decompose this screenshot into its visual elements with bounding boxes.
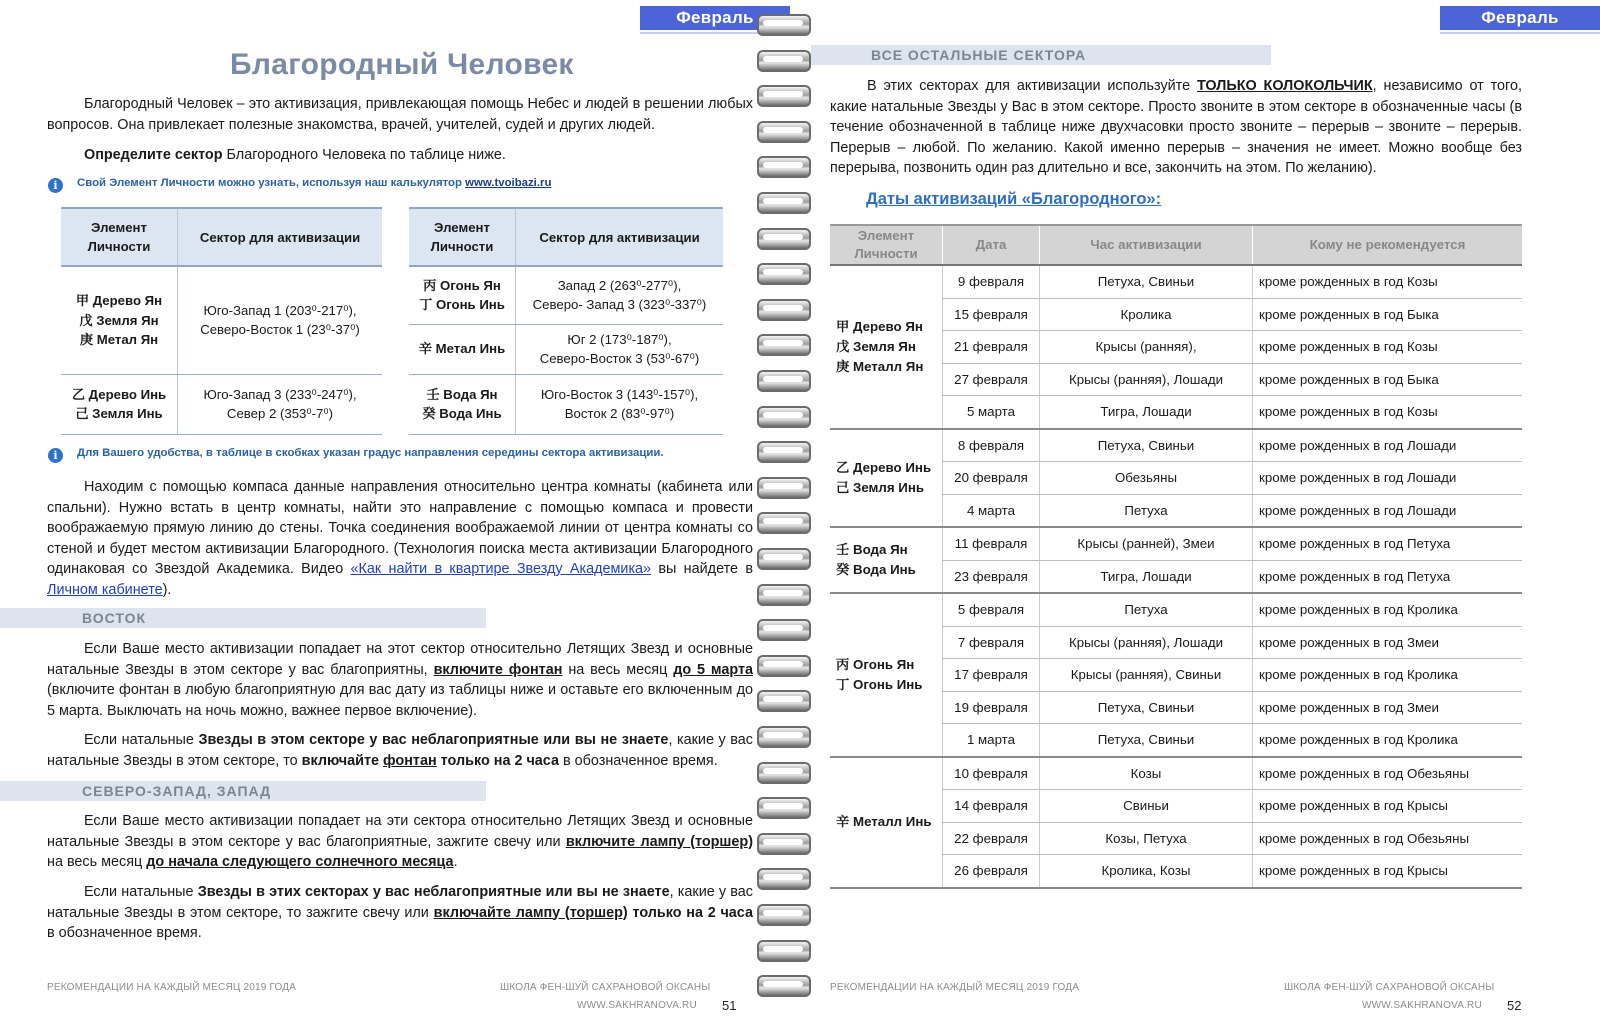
info-icon: i bbox=[48, 448, 63, 463]
hour-cell: Козы, Петуха bbox=[1040, 822, 1253, 855]
table-row bbox=[61, 266, 382, 374]
not-recommended-cell: кроме рожденных в год Козы bbox=[1253, 331, 1523, 364]
date-cell: 20 февраля bbox=[943, 462, 1040, 495]
nw-paragraph-2: Если натальные Звезды в этих секторах у вас неблагоприятные или вы не знаете, какие у вас натальные Звезды в этом секторе, то зажгите свечу или включайте лампу (торшер) только на 2 часа в обозначенное время. bbox=[47, 884, 753, 941]
hour-cell: Петуха, Свиньи bbox=[1040, 724, 1253, 757]
date-cell: 9 февраля bbox=[943, 265, 1040, 298]
activation-dates-table bbox=[830, 224, 1522, 889]
th-hour: Час активизации bbox=[1040, 225, 1253, 265]
element-cell: 辛 Метал Инь bbox=[409, 324, 516, 374]
table-row bbox=[830, 527, 1522, 560]
not-recommended-cell: кроме рожденных в год Козы bbox=[1253, 396, 1523, 429]
personal-cabinet-link[interactable]: Личном кабинете bbox=[47, 581, 163, 598]
th-sector: Сектор для активизации bbox=[516, 208, 724, 266]
month-tab-right: Февраль bbox=[1440, 6, 1600, 30]
determine-bold: Определите сектор bbox=[84, 147, 223, 163]
date-cell: 19 февраля bbox=[943, 691, 1040, 724]
th-sector: Сектор для активизации bbox=[178, 208, 383, 266]
not-recommended-cell: кроме рожденных в год Петуха bbox=[1253, 560, 1523, 593]
table-row bbox=[409, 374, 723, 434]
element-cell: 辛 Металл Инь bbox=[830, 757, 943, 888]
date-cell: 4 марта bbox=[943, 494, 1040, 527]
page-number: 51 bbox=[722, 998, 737, 1013]
info-icon: i bbox=[48, 178, 63, 193]
academic-star-video-link[interactable]: «Как найти в квартире Звезду Академика» bbox=[350, 561, 652, 577]
date-cell: 10 февраля bbox=[943, 757, 1040, 790]
element-table-left bbox=[61, 207, 382, 435]
hour-cell: Обезьяны bbox=[1040, 462, 1253, 495]
determine-rest: Благородного Человека по таблице ниже. bbox=[222, 147, 506, 163]
hour-cell: Крысы (ранняя), Лошади bbox=[1040, 626, 1253, 659]
table-row bbox=[409, 324, 723, 374]
section-northwest-heading: СЕВЕРО-ЗАПАД, ЗАПАД bbox=[0, 781, 486, 801]
not-recommended-cell: кроме рожденных в год Кролика bbox=[1253, 593, 1523, 626]
not-recommended-cell: кроме рожденных в год Быка bbox=[1253, 298, 1523, 331]
element-cell: 甲 Дерево Ян 戊 Земля Ян 庚 Метал Ян bbox=[61, 266, 178, 374]
element-cell: 乙 Дерево Инь 己 Земля Инь bbox=[830, 429, 943, 528]
not-recommended-cell: кроме рожденных в год Лошади bbox=[1253, 462, 1523, 495]
date-cell: 26 февраля bbox=[943, 855, 1040, 888]
info-note-degrees bbox=[48, 447, 664, 463]
hour-cell: Петуха, Свиньи bbox=[1040, 691, 1253, 724]
east-paragraph-1: Если Ваше место активизации попадает на этот сектор относительно Летящих Звезд и основные натальные Звезды в этом секторе у вас благоприятны, включите фонтан на весь месяц до 5 марта (включите фонтан в любую благоприятную для вас дату из таблицы ниже и оставьте его включенным до 5 марта. Выключать на ночь можно, важнее первое включение). bbox=[47, 641, 753, 719]
hour-cell: Кролика bbox=[1040, 298, 1253, 331]
hour-cell: Петуха, Свиньи bbox=[1040, 265, 1253, 298]
table-row bbox=[830, 265, 1522, 298]
date-cell: 27 февраля bbox=[943, 363, 1040, 396]
nw-paragraph-1: Если Ваше место активизации попадает на эти сектора относительно Летящих Звезд и основные натальные Звезды в этом секторе у вас благоприятные, зажгите свечу или включите лампу (торшер) на весь месяц до начала следующего солнечного месяца. bbox=[47, 813, 754, 870]
page-number: 52 bbox=[1507, 998, 1522, 1013]
calculator-link[interactable]: www.tvoibazi.ru bbox=[465, 177, 552, 189]
hour-cell: Крысы (ранняя), Лошади bbox=[1040, 363, 1253, 396]
sector-cell: Юго-Восток 3 (143⁰-157⁰), Восток 2 (83⁰-97⁰) bbox=[516, 374, 724, 434]
intro-paragraph: Благородный Человек – это активизация, привлекающая помощь Небес и людей в решении любых вопросов. Она привлекает полезные знакомства, врачей, учителей, судей и других людей. bbox=[47, 96, 753, 133]
not-recommended-cell: кроме рожденных в год Петуха bbox=[1253, 527, 1523, 560]
compass-paragraph: Находим с помощью компаса данные направления относительно центра комнаты (кабинета или спальни). Нужно встать в центр комнаты, найти это направление с помощью компаса и провести воображаемую прямую линию до стены. Точка соединения воображаемой линии от центра комнаты со стеной и будет местом активизации Благородного. (Технология поиска места активизации Благородного одинаковая со Звездой Академика. Видео «Как найти в квартире Звезду Академика» вы найдете в Личном кабинете). bbox=[47, 479, 753, 598]
element-cell: 壬 Вода Ян 癸 Вода Инь bbox=[830, 527, 943, 593]
month-tab-left: Февраль bbox=[640, 6, 790, 30]
not-recommended-cell: кроме рожденных в год Крысы bbox=[1253, 790, 1523, 823]
determine-paragraph bbox=[47, 145, 753, 166]
element-cell: 丙 Огонь Ян 丁 Огонь Инь bbox=[409, 266, 516, 324]
not-recommended-cell: кроме рожденных в год Быка bbox=[1253, 363, 1523, 396]
hour-cell: Петуха bbox=[1040, 494, 1253, 527]
table-row bbox=[830, 593, 1522, 626]
hour-cell: Кролика, Козы bbox=[1040, 855, 1253, 888]
date-cell: 5 февраля bbox=[943, 593, 1040, 626]
all-sectors-paragraph: В этих секторах для активизации используйте ТОЛЬКО КОЛОКОЛЬЧИК, независимо от того, какие натальные Звезды у Вас в этом секторе. Просто звоните в этом секторе в обозначенные часы (в течение обозначенной в таблице ниже двухчасовки просто звоните – перерыв – звоните – перерыв. Перерыв – любой. По желанию. Какой именно перерыв – значения не имеет. Можно вообще без перерыва, позвонить один раз длительно и все, закончить на этом. По желанию). bbox=[830, 78, 1522, 176]
element-cell: 乙 Дерево Инь 己 Земля Инь bbox=[61, 374, 178, 434]
hour-cell: Свиньи bbox=[1040, 790, 1253, 823]
hour-cell: Петуха, Свиньи bbox=[1040, 429, 1253, 462]
east-paragraph-2: Если натальные Звезды в этом секторе у вас неблагоприятные или вы не знаете, какие у вас натальные Звезды в этом секторе, то включайте фонтан только на 2 часа в обозначенное время. bbox=[47, 732, 753, 769]
date-cell: 23 февраля bbox=[943, 560, 1040, 593]
left-page bbox=[0, 0, 770, 1035]
hour-cell: Крысы (ранняя), Свиньи bbox=[1040, 659, 1253, 692]
info-text: Для Вашего удобства, в таблице в скобках указан градус направления середины сектора активизации. bbox=[77, 447, 664, 459]
info-note-calculator bbox=[48, 177, 551, 193]
not-recommended-cell: кроме рожденных в год Змеи bbox=[1253, 691, 1523, 724]
not-recommended-cell: кроме рожденных в год Обезьяны bbox=[1253, 757, 1523, 790]
footer-site: WWW.SAKHRANOVA.RU bbox=[577, 1000, 697, 1011]
element-cell: 壬 Вода Ян 癸 Вода Инь bbox=[409, 374, 516, 434]
footer-school: ШКОЛА ФЕН-ШУЙ САХРАНОВОЙ ОКСАНЫ bbox=[1284, 982, 1495, 993]
date-cell: 1 марта bbox=[943, 724, 1040, 757]
section-east-heading: ВОСТОК bbox=[0, 608, 486, 628]
date-cell: 7 февраля bbox=[943, 626, 1040, 659]
not-recommended-cell: кроме рожденных в год Козы bbox=[1253, 265, 1523, 298]
th-element: Элемент Личности bbox=[830, 225, 943, 265]
not-recommended-cell: кроме рожденных в год Кролика bbox=[1253, 724, 1523, 757]
hour-cell: Козы bbox=[1040, 757, 1253, 790]
not-recommended-cell: кроме рожденных в год Кролика bbox=[1253, 659, 1523, 692]
date-cell: 22 февраля bbox=[943, 822, 1040, 855]
page-title: Благородный Человек bbox=[230, 48, 574, 81]
hour-cell: Тигра, Лошади bbox=[1040, 396, 1253, 429]
sector-cell: Юго-Запад 3 (233⁰-247⁰), Север 2 (353⁰-7⁰) bbox=[178, 374, 383, 434]
not-recommended-cell: кроме рожденных в год Крысы bbox=[1253, 855, 1523, 888]
sector-cell: Юг 2 (173⁰-187⁰), Северо-Восток 3 (53⁰-67⁰) bbox=[516, 324, 724, 374]
not-recommended-cell: кроме рожденных в год Обезьяны bbox=[1253, 822, 1523, 855]
element-table-right bbox=[409, 207, 723, 435]
date-cell: 15 февраля bbox=[943, 298, 1040, 331]
footer-site: WWW.SAKHRANOVA.RU bbox=[1362, 1000, 1482, 1011]
th-element: Элемент Личности bbox=[61, 208, 178, 266]
sector-cell: Запад 2 (263⁰-277⁰), Северо- Запад 3 (323⁰-337⁰) bbox=[516, 266, 724, 324]
sector-cell: Юго-Запад 1 (203⁰-217⁰), Северо-Восток 1 (23⁰-37⁰) bbox=[178, 266, 383, 374]
not-recommended-cell: кроме рожденных в год Змеи bbox=[1253, 626, 1523, 659]
hour-cell: Крысы (ранняя), bbox=[1040, 331, 1253, 364]
not-recommended-cell: кроме рожденных в год Лошади bbox=[1253, 429, 1523, 462]
th-not-recommended: Кому не рекомендуется bbox=[1253, 225, 1523, 265]
element-cell: 丙 Огонь Ян 丁 Огонь Инь bbox=[830, 593, 943, 757]
date-cell: 17 февраля bbox=[943, 659, 1040, 692]
footer-recommendations: РЕКОМЕНДАЦИИ НА КАЖДЫЙ МЕСЯЦ 2019 ГОДА bbox=[830, 982, 1080, 993]
table-row bbox=[830, 429, 1522, 462]
th-date: Дата bbox=[943, 225, 1040, 265]
footer-recommendations: РЕКОМЕНДАЦИИ НА КАЖДЫЙ МЕСЯЦ 2019 ГОДА bbox=[47, 982, 297, 993]
date-cell: 5 марта bbox=[943, 396, 1040, 429]
section-all-other-heading: ВСЕ ОСТАЛЬНЫЕ СЕКТОРА bbox=[811, 45, 1271, 65]
date-cell: 21 февраля bbox=[943, 331, 1040, 364]
date-cell: 8 февраля bbox=[943, 429, 1040, 462]
activation-dates-title: Даты активизаций «Благородного»: bbox=[866, 190, 1162, 208]
date-cell: 11 февраля bbox=[943, 527, 1040, 560]
table-row bbox=[409, 266, 723, 324]
element-cell: 甲 Дерево Ян 戊 Земля Ян 庚 Металл Ян bbox=[830, 265, 943, 429]
not-recommended-cell: кроме рожденных в год Лошади bbox=[1253, 494, 1523, 527]
footer-school: ШКОЛА ФЕН-ШУЙ САХРАНОВОЙ ОКСАНЫ bbox=[500, 982, 711, 993]
date-cell: 14 февраля bbox=[943, 790, 1040, 823]
hour-cell: Тигра, Лошади bbox=[1040, 560, 1253, 593]
table-row bbox=[61, 374, 382, 434]
info-text: Свой Элемент Личности можно узнать, используя наш калькулятор bbox=[77, 177, 466, 189]
th-element: Элемент Личности bbox=[409, 208, 516, 266]
hour-cell: Петуха bbox=[1040, 593, 1253, 626]
hour-cell: Крысы (ранней), Змеи bbox=[1040, 527, 1253, 560]
table-row bbox=[830, 757, 1522, 790]
